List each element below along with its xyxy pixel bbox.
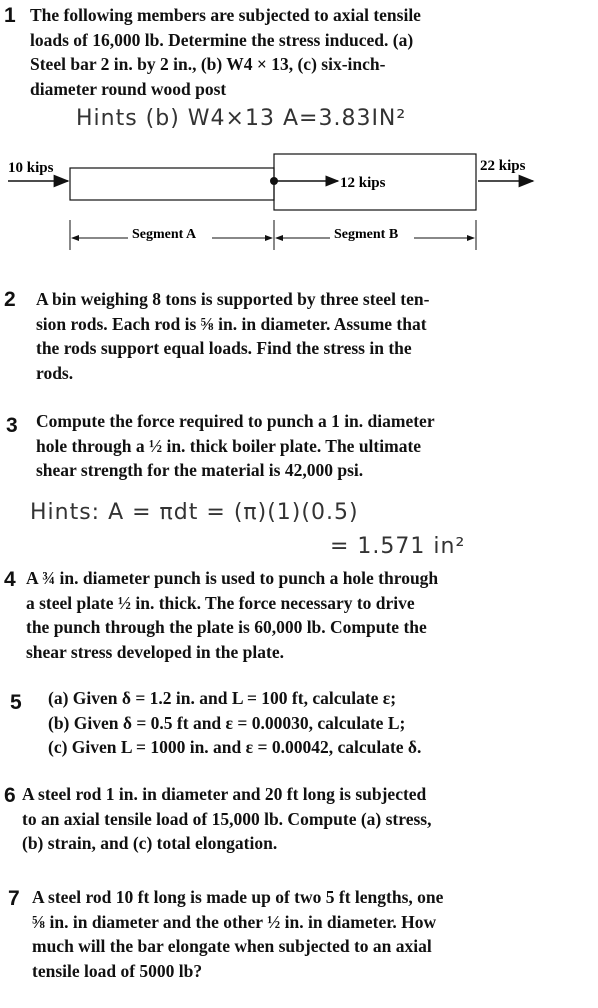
- handwritten-hint-line-1: Hints: A = πdt = (π)(1)(0.5): [30, 500, 359, 525]
- handwritten-hint: Hints (b) W4×13 A=3.83IN²: [76, 106, 407, 131]
- problem-number: 5: [10, 691, 22, 714]
- problem-text: A steel rod 10 ft long is made up of two 5 ft lengths, one ⅝ in. in diameter and the other ½ in. in diameter. How much will the bar elongate when subjected to an axial tensile load of 5000 lb?: [32, 887, 444, 981]
- segment-b-label: Segment B: [334, 227, 399, 242]
- right-load-label: 22 kips: [480, 158, 526, 174]
- problem-text: A bin weighing 8 tons is supported by three steel ten- sion rods. Each rod is ⅝ in. in diameter. Assume that the rods support equal loads. Find the stress in the rods.: [36, 289, 430, 383]
- problem-number: 2: [4, 288, 16, 311]
- problem-text: The following members are subjected to axial tensile loads of 16,000 lb. Determine the stress induced. (a) Steel bar 2 in. by 2 in., (b) W4 × 13, (c) six-inch- diameter round wood post: [30, 5, 421, 99]
- problem-text: Compute the force required to punch a 1 in. diameter hole through a ½ in. thick boiler plate. The ultimate shear strength for the material is 42,000 psi.: [36, 411, 435, 480]
- mid-load-label: 12 kips: [340, 175, 386, 191]
- problem-number: 3: [6, 414, 18, 437]
- handwritten-hint-line-2: = 1.571 in²: [330, 534, 466, 559]
- problem-number: 7: [8, 887, 20, 910]
- segment-a-bar: [70, 168, 274, 200]
- problem-number: 6: [4, 784, 16, 807]
- problem-text: (a) Given δ = 1.2 in. and L = 100 ft, calculate ε; (b) Given δ = 0.5 ft and ε = 0.00030, calculate L; (c) Given L = 1000 in. and ε = 0.00042, calculate δ.: [48, 688, 422, 757]
- problem-number: 4: [4, 568, 16, 591]
- segment-a-label: Segment A: [132, 227, 197, 242]
- problem-number: 1: [4, 4, 16, 27]
- problem-text: A ¾ in. diameter punch is used to punch a hole through a steel plate ½ in. thick. The force necessary to drive the punch through the plate is 60,000 lb. Compute the shear stress developed in the plate.: [26, 568, 439, 662]
- axial-load-diagram: [0, 150, 598, 260]
- problem-text: A steel rod 1 in. in diameter and 20 ft long is subjected to an axial tensile load of 15,000 lb. Compute (a) stress, (b) strain, and (c) total elongation.: [22, 784, 432, 853]
- left-load-label: 10 kips: [8, 160, 54, 176]
